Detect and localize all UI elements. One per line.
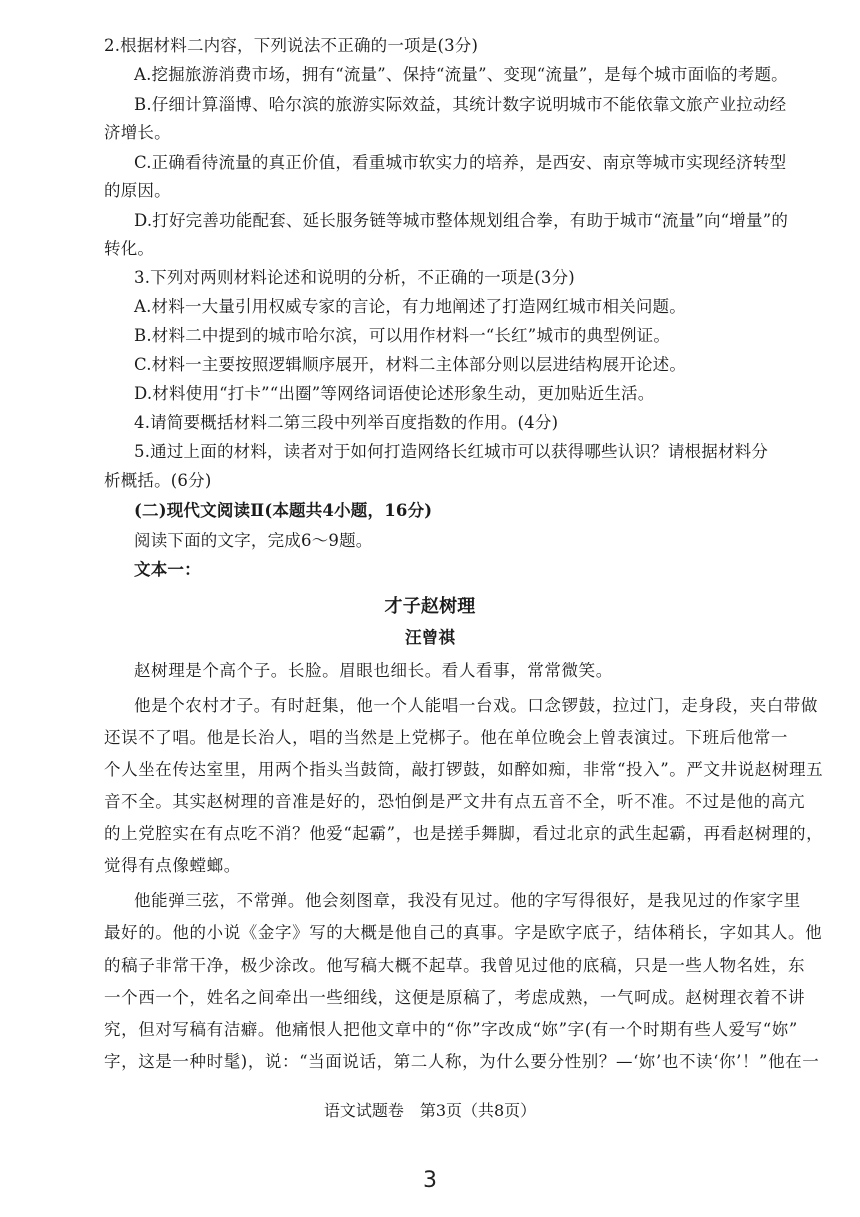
- article-author: 汪曾祺: [404, 628, 456, 647]
- article-paragraph-1: 赵树理是个高个子。长脸。眉眼也细长。看人看事，常常微笑。: [134, 661, 613, 680]
- article-p2-line: 音不全。其实赵树理的音准是好的，恐怕倒是严文井有点五音不全，听不准。不过是他的高亢: [104, 792, 806, 811]
- q2-option-d-line1: D.打好完善功能配套、延长服务链等城市整体规划组合拳，有助于城市“流量”向“增量”的: [134, 211, 789, 230]
- text-one-label: 文本一：: [134, 560, 201, 579]
- q2-option-b-line1: B.仔细计算淄博、哈尔滨的旅游实际效益，其统计数字说明城市不能依靠文旅产业拉动经: [134, 95, 787, 114]
- section-heading: (二)现代文阅读Ⅱ(本题共4小题，16分): [134, 501, 433, 520]
- article-p3-line: 一个西一个，姓名之间牵出一些细线，这便是原稿了，考虑成熟，一气呵成。赵树理衣着不讲: [104, 988, 806, 1007]
- article-p2-line: 还误不了唱。他是长治人，唱的当然是上党梆子。他在单位晚会上曾表演过。下班后他常一: [104, 728, 788, 747]
- q2-option-b-line2: 济增长。: [104, 123, 171, 142]
- page-footer: 语文试题卷 第3页（共8页）: [323, 1101, 537, 1120]
- article-p3-line: 最好的。他的小说《金字》写的大概是他自己的真事。字是欧字底子，结体稍长，字如其人。他: [104, 923, 823, 942]
- q2-stem: 2.根据材料二内容，下列说法不正确的一项是(3分): [104, 36, 479, 55]
- q3-stem: 3.下列对两则材料论述和说明的分析，不正确的一项是(3分): [134, 268, 575, 287]
- q2-option-d-line2: 转化。: [104, 239, 155, 258]
- q5-line1: 5.通过上面的材料，读者对于如何打造网络长红城市可以获得哪些认识？请根据材料分: [134, 442, 769, 461]
- q3-option-d: D.材料使用“打卡”“出圈”等网络词语使论述形象生动，更加贴近生活。: [134, 384, 655, 403]
- article-p3-line: 他能弹三弦，不常弹。他会刻图章，我没有见过。他的字写得很好，是我见过的作家字里: [134, 891, 801, 910]
- article-p3-line: 的稿子非常干净，极少涂改。他写稿大概不起草。我曾见过他的底稿，只是一些人物名姓，东: [104, 956, 806, 975]
- q3-option-a: A.材料一大量引用权威专家的言论，有力地阐述了打造网红城市相关问题。: [134, 297, 686, 316]
- q2-option-a: A.挖掘旅游消费市场，拥有“流量”、保持“流量”、变现“流量”，是每个城市面临的考题。: [134, 65, 788, 84]
- article-p3-line: 字，这是一种时髦)，说：“当面说话，第二人称，为什么要分性别？—‘妳’也不读‘你’！”他在一: [104, 1052, 820, 1071]
- article-p2-line: 个人坐在传达室里，用两个指头当鼓筒，敲打锣鼓，如醉如痴，非常“投入”。严文井说赵树理五: [104, 760, 824, 779]
- q3-option-b: B.材料二中提到的城市哈尔滨，可以用作材料一“长红”城市的典型例证。: [134, 326, 671, 345]
- q2-option-c-line1: C.正确看待流量的真正价值，看重城市软实力的培养，是西安、南京等城市实现经济转型: [134, 153, 787, 172]
- article-p2-line: 觉得有点像螳螂。: [104, 856, 241, 875]
- reading-instruction: 阅读下面的文字，完成6～9题。: [134, 531, 373, 550]
- article-p2-line: 他是个农村才子。有时赶集，他一个人能唱一台戏。口念锣鼓，拉过门，走身段，夹白带做: [134, 696, 818, 715]
- article-p2-line: 的上党腔实在有点吃不消？他爱“起霸”，也是搓手舞脚，看过北京的武生起霸，再看赵树理的，: [104, 824, 824, 843]
- article-p3-line: 究，但对写稿有洁癖。他痛恨人把他文章中的“你”字改成“妳”字(有一个时期有些人爱写“妳”: [104, 1020, 798, 1039]
- q3-option-c: C.材料一主要按照逻辑顺序展开，材料二主体部分则以层进结构展开论述。: [134, 355, 687, 374]
- q5-line2: 析概括。(6分): [104, 471, 212, 490]
- article-title: 才子赵树理: [384, 596, 476, 617]
- q4-stem: 4.请简要概括材料二第三段中列举百度指数的作用。(4分): [134, 413, 559, 432]
- page-number: 3: [423, 1168, 437, 1193]
- q2-option-c-line2: 的原因。: [104, 181, 171, 200]
